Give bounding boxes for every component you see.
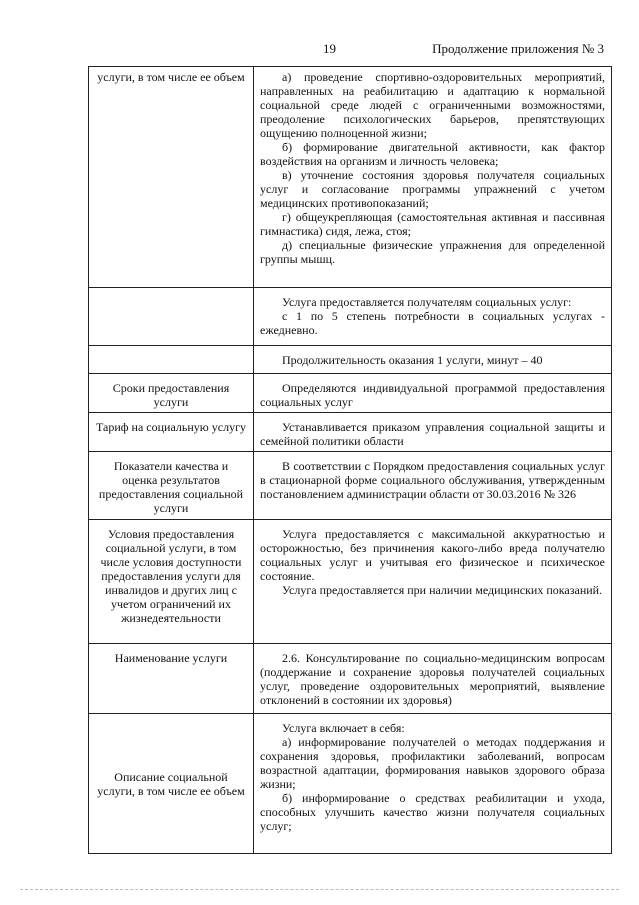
row-content [254, 520, 612, 644]
paragraph: Услуга предоставляется получателям социальных услуг: [282, 295, 572, 309]
scan-edge-divider [20, 889, 619, 890]
paragraph: д) специальные физические упражнения для определенной группы мышц. [260, 238, 605, 266]
paragraph: 2.6. Консультирование по социально-медицинским вопросам (поддержание и сохранение здоровья получателей социальных услуг, проведение оздоровительных мероприятий, выявление отклонений в состоянии их здоровья) [260, 651, 605, 707]
row-label-text: Описание социальной услуги, в том числе ее объем [97, 769, 245, 798]
paragraph: Услуга включает в себя: [282, 721, 405, 735]
row-label [89, 714, 254, 854]
row-content [254, 346, 612, 374]
paragraph: Услуга предоставляется при наличии медицинских показаний. [282, 583, 603, 597]
paragraph: а) проведение спортивно-оздоровительных мероприятий, направленных на реабилитацию и адаптацию к нормальной социальной среде людей с ограниченными возможностями, преодоление психологических барьеров, препятствующих ощущению полноценной жизни; [260, 70, 605, 140]
appendix-caption: Продолжение приложения № 3 [432, 41, 604, 56]
service-table [88, 66, 612, 854]
row-content [254, 288, 612, 346]
row-content [254, 413, 612, 452]
row-label: Тариф на социальную услугу [89, 413, 254, 452]
paragraph: б) формирование двигательной активности, как фактор воздействия на организм и личность человека; [260, 140, 605, 168]
paragraph: с 1 по 5 степень потребности в социальных услугах - ежедневно. [260, 309, 605, 337]
table-row [89, 67, 612, 288]
paragraph: Услуга предоставляется с максимальной аккуратностью и осторожностью, без причинения какого-либо вреда получателю социальных услуг и учитывая его физическое и психическое состояние. [260, 527, 605, 583]
table-row [89, 374, 612, 413]
row-label: услуги, в том числе ее объем [89, 67, 254, 288]
paragraph: Устанавливается приказом управления социальной защиты и семейной политики области [260, 420, 605, 448]
table-row [89, 288, 612, 346]
paragraph: Определяются индивидуальной программой предоставления социальных услуг [260, 381, 605, 409]
paragraph: б) информирование о средствах реабилитации и ухода, способных улучшить качество жизни получателя социальных услуг; [260, 791, 605, 833]
table-row [89, 413, 612, 452]
row-label: Наименование услуги [89, 644, 254, 714]
row-label: Показатели качества и оценка результатов предоставления социальной услуги [89, 452, 254, 520]
paragraph: В соответствии с Порядком предоставления социальных услуг в стационарной форме социального обслуживания, утвержденным постановлением администрации области от 30.03.2016 № 326 [260, 459, 605, 501]
table-row [89, 714, 612, 854]
table-row [89, 346, 612, 374]
page-number: 19 [323, 41, 336, 56]
paragraph: в) уточнение состояния здоровья получателя социальных услуг и согласование программы упражнений с учетом медицинских противопоказаний; [260, 168, 605, 210]
row-label [89, 288, 254, 346]
table-row [89, 452, 612, 520]
paragraph: Продолжительность оказания 1 услуги, минут – 40 [282, 353, 543, 367]
row-content [254, 67, 612, 288]
table-row [89, 644, 612, 714]
row-label: Условия предоставления социальной услуги, в том числе условия доступности предоставления услуги для инвалидов и других лиц с учетом ограничений их жизнедеятельности [89, 520, 254, 644]
row-content [254, 644, 612, 714]
table-row [89, 520, 612, 644]
row-label [89, 346, 254, 374]
row-content [254, 452, 612, 520]
row-label: Сроки предоставления услуги [89, 374, 254, 413]
paragraph: г) общеукрепляющая (самостоятельная активная и пассивная гимнастика) сидя, лежа, стоя; [260, 210, 605, 238]
row-content [254, 714, 612, 854]
paragraph: а) информирование получателей о методах поддержания и сохранения здоровья, профилактики заболеваний, вопросам возрастной адаптации, формирования навыков здорового образа жизни; [260, 735, 605, 791]
row-content [254, 374, 612, 413]
